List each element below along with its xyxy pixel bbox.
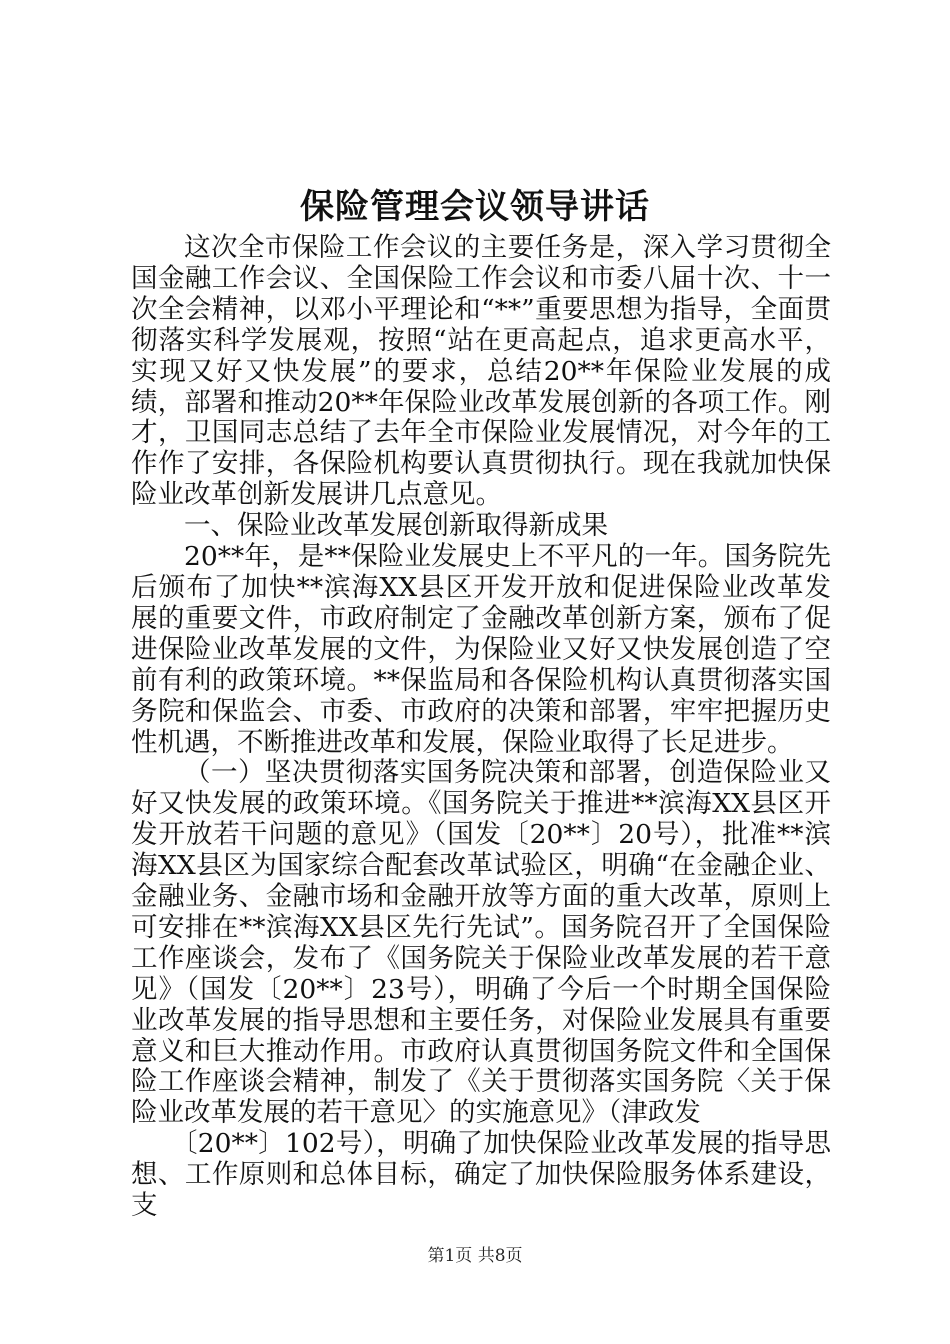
document-body xyxy=(131,233,831,1222)
paragraph-intro: 这次全市保险工作会议的主要任务是，深入学习贯彻全国金融工作会议、全国保险工作会议和市委八届十次、十一次全会精神，以邓小平理论和“**”重要思想为指导，全面贯彻落实科学发展观，按照“站在更高起点，追求更高水平，实现又好又快发展”的要求，总结20**年保险业发展的成绩，部署和推动20**年保险业改革发展创新的各项工作。刚才，卫国同志总结了去年全市保险业发展情况，对今年的工作作了安排，各保险机构要认真贯彻执行。现在我就加快保险业改革创新发展讲几点意见。 xyxy=(131,232,831,511)
page-number-footer: 第1页 共8页 xyxy=(427,1246,523,1266)
document-title: 保险管理会议领导讲话 xyxy=(300,187,650,227)
paragraph-achievements: 20**年，是**保险业发展史上不平凡的一年。国务院先后颁布了加快**滨海XX县区开发开放和促进保险业改革发展的重要文件，市政府制定了金融改革创新方案，颁布了促进保险业改革发展的文件，为保险业又好又快发展创造了空前有利的政策环境。**保监局和各保险机构认真贯彻落实国务院和保监会、市委、市政府的决策和部署，牢牢把握历史性机遇，不断推进改革和发展，保险业取得了长足进步。 xyxy=(131,541,831,758)
paragraph-continuation: 〔20**〕102号），明确了加快保险业改革发展的指导思想、工作原则和总体目标，确定了加快保险服务体系建设，支 xyxy=(131,1128,831,1222)
paragraph-policy: （一）坚决贯彻落实国务院决策和部署，创造保险业又好又快发展的政策环境。《国务院关于推进**滨海XX县区开发开放若干问题的意见》（国发〔20**〕20号），批准**滨海XX县区为国家综合配套改革试验区，明确“在金融企业、金融业务、金融市场和金融开放等方面的重大改革，原则上可安排在**滨海XX县区先行先试”。国务院召开了全国保险工作座谈会，发布了《国务院关于保险业改革发展的若干意见》（国发〔20**〕23号），明确了今后一个时期全国保险业改革发展的指导思想和主要任务，对保险业发展具有重要意义和巨大推动作用。市政府认真贯彻国务院文件和全国保险工作座谈会精神，制发了《关于贯彻落实国务院〈关于保险业改革发展的若干意见〉的实施意见》（津政发 xyxy=(131,757,831,1129)
section-heading-1: 一、保险业改革发展创新取得新成果 xyxy=(184,510,608,542)
